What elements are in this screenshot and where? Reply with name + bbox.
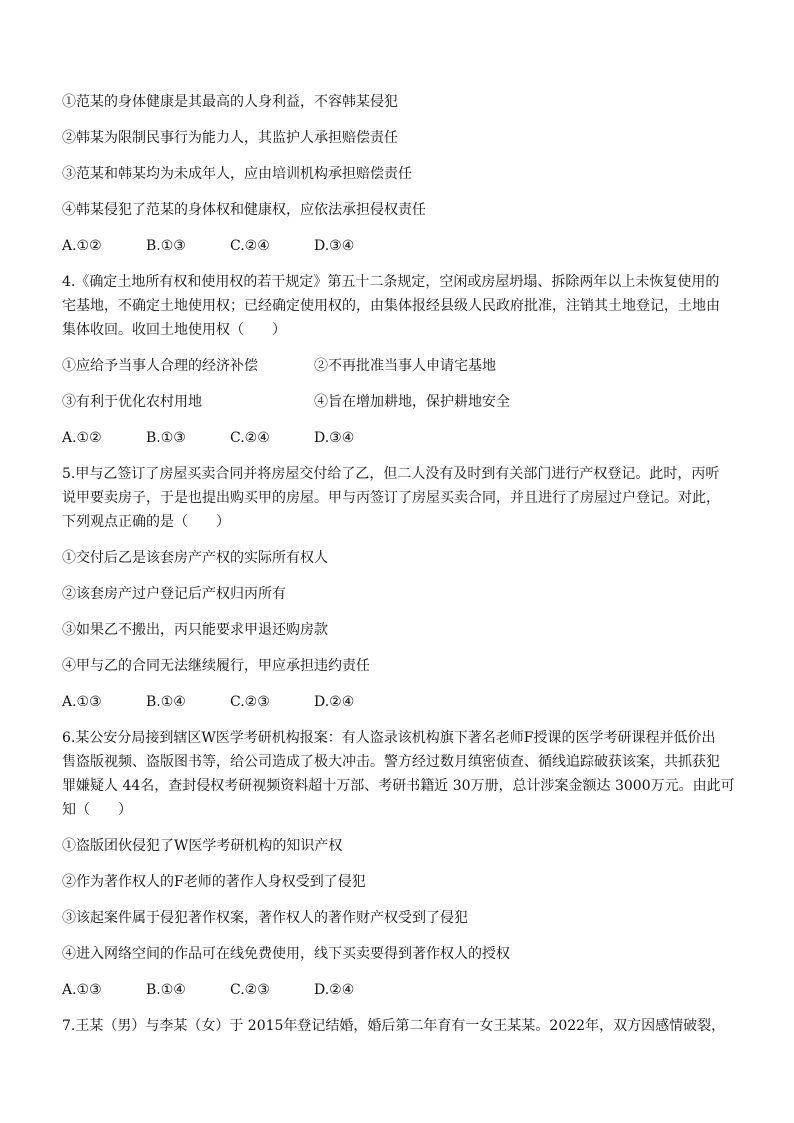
q5-stem-line-2: 说甲要卖房子，于是也提出购买甲的房屋。甲与丙签订了房屋买卖合同，并且进行了房屋过户登记。对此， [62,490,720,506]
q6-choice-d: D.②④ [314,982,355,998]
q5-stem-line-1: 5.甲与乙签订了房屋买卖合同并将房屋交付给了乙，但二人没有及时到有关部门进行产权登记。此时，丙听 [62,466,720,482]
q4-option-1: ①应给予当事人合理的经济补偿 [62,358,258,374]
q3-choice-d: D.③④ [314,238,355,254]
q4-option-3: ③有利于优化农村用地 [62,394,202,410]
q7-stem-line-1: 7.王某（男）与李某（女）于 2015年登记结婚，婚后第二年育有一女王某某。2022年，双方因感情破裂， [62,1018,726,1034]
q4-options-row-2 [62,393,510,411]
q6-choice-c: C.②③ [230,982,270,998]
q3-choice-a: A.①② [62,238,102,254]
q3-choices [62,237,398,255]
q6-stem-line-2: 售盗版视频、盗版图书等，给公司造成了极大冲击。警方经过数月缜密侦查、循线追踪破获该案，共抓获犯 [62,754,720,770]
q3-choice-b: B.①③ [146,238,186,254]
q4-stem-line-2: 宅基地，不确定土地使用权；已经确定使用权的，由集体报经县级人民政府批准，注销其土地登记，土地由 [62,298,720,314]
q5-choice-a: A.①③ [62,694,102,710]
q6-choice-a: A.①③ [62,982,102,998]
q3-option-4: ④韩某侵犯了范某的身体权和健康权，应依法承担侵权责任 [62,202,426,218]
q4-option-4: ④旨在增加耕地，保护耕地安全 [314,394,510,410]
q5-choice-b: B.①④ [146,694,186,710]
q6-option-4: ④进入网络空间的作品可在线免费使用，线下买卖要得到著作权人的授权 [62,946,510,962]
q5-option-1: ①交付后乙是该套房产产权的实际所有权人 [62,550,328,566]
q5-choices [62,693,398,711]
q4-choice-d: D.③④ [314,430,355,446]
q4-stem-line-1: 4.《确定土地所有权和使用权的若干规定》第五十二条规定，空闲或房屋坍塌、拆除两年以上未恢复使用的 [62,274,720,290]
q3-option-3: ③范某和韩某均为未成年人，应由培训机构承担赔偿责任 [62,166,412,182]
q4-choice-a: A.①② [62,430,102,446]
q6-choices [62,981,398,999]
q3-choice-c: C.②④ [230,238,270,254]
q4-choices [62,429,398,447]
q3-option-2: ②韩某为限制民事行为能力人，其监护人承担赔偿责任 [62,130,398,146]
q5-option-3: ③如果乙不搬出，丙只能要求甲退还购房款 [62,622,328,638]
q3-option-1: ①范某的身体健康是其最高的人身利益，不容韩某侵犯 [62,94,398,110]
q4-choice-c: C.②④ [230,430,270,446]
q5-option-4: ④甲与乙的合同无法继续履行，甲应承担违约责任 [62,658,370,674]
q6-option-2: ②作为著作权人的F老师的著作人身权受到了侵犯 [62,874,366,890]
q6-choice-b: B.①④ [146,982,186,998]
q5-option-2: ②该套房产过户登记后产权归丙所有 [62,586,286,602]
q6-stem-line-3: 罪嫌疑人 44名，查封侵权考研视频资料超十万部、考研书籍近 30万册，总计涉案金额达 3000万元。由此可 [62,778,735,794]
q4-option-2: ②不再批准当事人申请宅基地 [314,358,496,374]
q6-option-1: ①盗版团伙侵犯了W医学考研机构的知识产权 [62,838,343,854]
q6-option-3: ③该起案件属于侵犯著作权案，著作权人的著作财产权受到了侵犯 [62,910,468,926]
q4-choice-b: B.①③ [146,430,186,446]
q4-stem-line-3: 集体收回。收回土地使用权（ ） [62,322,286,338]
q6-stem-line-1: 6.某公安分局接到辖区W医学考研机构报案：有人盗录该机构旗下著名老师F授课的医学考研课程并低价出 [62,730,716,746]
q5-choice-d: D.②④ [314,694,355,710]
q5-stem-line-3: 下列观点正确的是（ ） [62,514,230,530]
q4-options-row-1 [62,357,496,375]
q6-stem-line-4: 知（ ） [62,802,132,818]
q5-choice-c: C.②③ [230,694,270,710]
